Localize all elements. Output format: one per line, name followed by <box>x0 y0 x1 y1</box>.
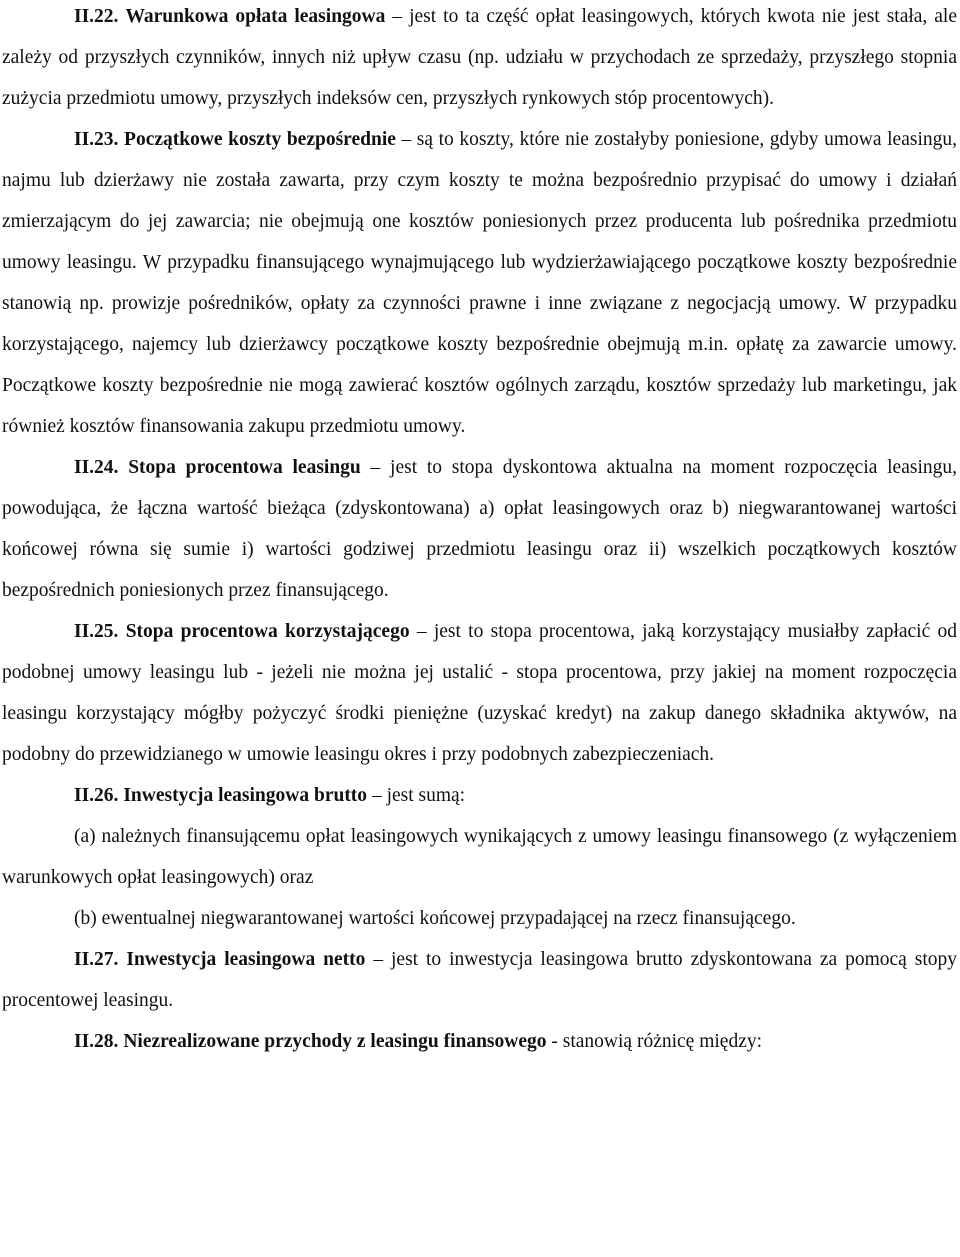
paragraph-number: II.26. <box>74 785 119 806</box>
defined-term: Stopa procentowa leasingu <box>128 457 361 478</box>
defined-term: Początkowe koszty bezpośrednie <box>124 129 396 150</box>
paragraph-number: II.22. <box>74 6 119 27</box>
document-page <box>2 0 957 1062</box>
defined-term: Inwestycja leasingowa netto <box>126 949 366 970</box>
paragraph-ii-25 <box>2 611 957 775</box>
paragraph-body: – jest to inwestycja leasingowa brutto zdyskontowana za pomocą stopy procentowej leasingu. <box>2 949 957 1011</box>
paragraph-body: – jest to stopa procentowa, jaką korzystający musiałby zapłacić od podobnej umowy leasingu lub - jeżeli nie można jej ustalić - stopa procentowa, przy jakiej na moment rozpoczęcia leasingu korzystający mógłby pożyczyć środki pieniężne (uzyskać kredyt) na zakup danego składnika aktywów, na podobny do przewidzianego w umowie leasingu okres i przy podobnych zabezpieczeniach. <box>2 621 958 765</box>
paragraph-number: II.28. <box>74 1031 119 1052</box>
paragraph-number: II.23. <box>74 129 119 150</box>
paragraph-ii-22 <box>2 0 957 119</box>
list-item-a: (a) należnych finansującemu opłat leasingowych wynikających z umowy leasingu finansowego (z wyłączeniem warunkowych opłat leasingowych) oraz <box>2 826 957 888</box>
paragraph-body: – jest sumą: <box>367 785 466 806</box>
paragraph-body: – jest to stopa dyskontowa aktualna na moment rozpoczęcia leasingu, powodująca, że łączna wartość bieżąca (zdyskontowana) a) opłat leasingowych oraz b) niegwarantowanej wartości końcowej równa się sumie i) wartości godziwej przedmiotu leasingu oraz ii) wszelkich początkowych kosztów bezpośrednich poniesionych przez finansującego. <box>2 457 957 601</box>
paragraph-number: II.27. <box>74 949 119 970</box>
defined-term: Niezrealizowane przychody z leasingu finansowego <box>123 1031 547 1052</box>
paragraph-ii-28 <box>2 1021 957 1062</box>
paragraph-body: – jest to ta część opłat leasingowych, których kwota nie jest stała, ale zależy od przyszłych czynników, innych niż upływ czasu (np. udziału w przychodach ze sprzedaży, przyszłego stopnia zużycia przedmiotu umowy, przyszłych indeksów cen, przyszłych rynkowych stóp procentowych). <box>2 6 958 109</box>
defined-term: Warunkowa opłata leasingowa <box>125 6 386 27</box>
defined-term: Inwestycja leasingowa brutto <box>123 785 368 806</box>
paragraph-number: II.25. <box>74 621 119 642</box>
paragraph-ii-24 <box>2 447 957 611</box>
paragraph-ii-26 <box>2 775 957 816</box>
list-item-b: (b) ewentualnej niegwarantowanej wartości końcowej przypadającej na rzecz finansującego. <box>74 908 796 929</box>
paragraph-ii-23 <box>2 119 957 447</box>
paragraph-body: - stanowią różnicę między: <box>546 1031 763 1052</box>
paragraph-ii-27 <box>2 939 957 1021</box>
paragraph-number: II.24. <box>74 457 119 478</box>
defined-term: Stopa procentowa korzystającego <box>125 621 410 642</box>
paragraph-body: – są to koszty, które nie zostałyby poniesione, gdyby umowa leasingu, najmu lub dzierżawy nie została zawarta, przy czym koszty te można bezpośrednio przypisać do umowy i działań zmierzającym do jej zawarcia; nie obejmują one kosztów poniesionych przez producenta lub pośrednika przedmiotu umowy leasingu. W przypadku finansującego wynajmującego lub wydzierżawiającego początkowe koszty bezpośrednie stanowią np. prowizje pośredników, opłaty za czynności prawne i inne związane z negocjacją umowy. W przypadku korzystającego, najemcy lub dzierżawcy początkowe koszty bezpośrednie obejmują m.in. opłatę za zawarcie umowy. Początkowe koszty bezpośrednie nie mogą zawierać kosztów ogólnych zarządu, kosztów sprzedaży lub marketingu, jak również kosztów finansowania zakupu przedmiotu umowy. <box>2 129 957 437</box>
